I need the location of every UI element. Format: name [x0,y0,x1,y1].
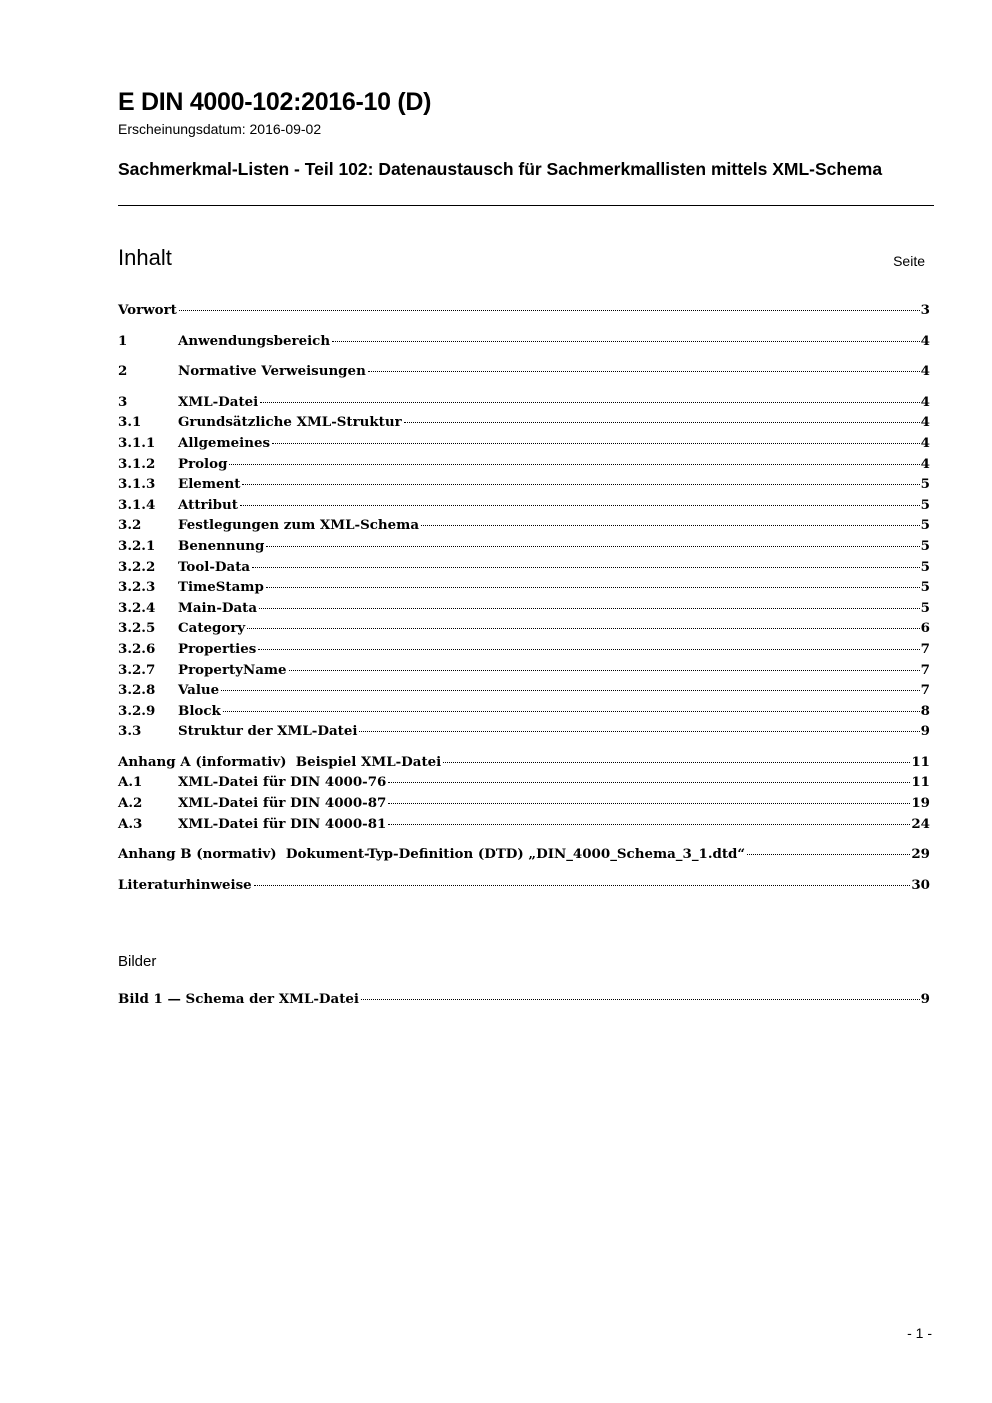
toc-entry-title: Vorwort [118,302,177,318]
toc-entry-title: Benennung [178,537,265,554]
toc-entry-number: 3.1.1 [118,434,156,451]
toc-entry-page: 4 [920,363,930,380]
toc-entry-page: 5 [920,558,930,575]
toc-entry-page: 5 [920,496,930,513]
toc-leader [229,464,919,465]
toc-entry-title: Anhang A (informativ) Beispiel XML-Datei [118,753,442,770]
toc-entry[interactable] [118,476,930,497]
toc-entry-page: 5 [920,599,930,616]
toc-entry-title: XML-Datei [178,393,259,410]
toc-entry[interactable] [118,682,930,703]
toc-entry[interactable] [118,662,930,683]
toc-entry-title: Allgemeines [178,434,271,451]
page-number: - 1 - [907,1325,932,1341]
toc-entry-title: Tool-Data [178,558,251,575]
toc-entry-title: Literaturhinweise [118,876,252,893]
toc-entry-number: 1 [118,332,128,349]
toc-entry[interactable] [118,435,930,456]
toc-entry-number: 3.2.3 [118,579,156,596]
toc-entry[interactable] [118,620,930,641]
toc-entry[interactable] [118,703,930,724]
toc-leader [247,628,920,629]
toc-entry[interactable] [118,846,930,867]
toc-entry-number: A.3 [118,815,143,832]
toc-entry-number: 3.2.6 [118,640,156,657]
toc-entry-title: TimeStamp [178,579,264,596]
toc-entry-number: 3.3 [118,723,142,740]
publication-date: Erscheinungsdatum: 2016-09-02 [118,121,322,137]
toc-entry-page: 7 [920,661,930,678]
toc-leader [368,371,920,372]
toc-entry-number: A.1 [118,774,143,791]
toc-leader [221,690,919,691]
toc-entry-number: 3.2.9 [118,702,156,719]
toc-entry-title: Element [178,476,241,493]
toc-leader [252,567,920,568]
toc-entry-number: 3.1.2 [118,455,156,472]
toc-entry[interactable] [118,559,930,580]
toc-leader [421,525,920,526]
toc-entry-title: XML-Datei für DIN 4000-76 [178,774,387,791]
toc-entry-page: 7 [920,682,930,699]
toc-entry-title: Struktur der XML-Datei [178,723,358,740]
table-of-contents [118,302,930,897]
figure-entry-title: Bild 1 — Schema der XML-Datei [118,991,359,1007]
toc-entry[interactable] [118,517,930,538]
toc-entry-page: 5 [920,537,930,554]
toc-entry[interactable] [118,363,930,384]
toc-entry[interactable] [118,723,930,744]
toc-leader [259,608,920,609]
figures-heading: Bilder [118,953,157,970]
toc-entry[interactable] [118,394,930,415]
figure-entry-page: 9 [920,991,930,1007]
toc-entry-title: Attribut [178,496,238,513]
toc-entry-title: Festlegungen zum XML-Schema [178,517,420,534]
toc-entry-number: 3.2.1 [118,537,156,554]
toc-entry-title: Anwendungsbereich [178,332,331,349]
title-divider [118,205,934,206]
toc-entry[interactable] [118,497,930,518]
toc-leader [289,670,920,671]
toc-entry-number: 3.2.5 [118,620,156,637]
toc-leader [388,824,910,825]
toc-leader [747,854,910,855]
toc-entry-number: 3.2 [118,517,142,534]
toc-leader [179,310,920,311]
toc-entry-page: 19 [911,795,930,812]
toc-entry-title: Anhang B (normativ) Dokument-Typ-Definition (DTD) „DIN_4000_Schema_3_1.dtd“ [118,846,746,863]
toc-entry-number: 2 [118,363,128,380]
toc-entry-title: XML-Datei für DIN 4000-81 [178,815,387,832]
toc-entry-title: Main-Data [178,599,258,616]
toc-entry-number: 3.1.3 [118,476,156,493]
toc-entry-page: 6 [920,620,930,637]
toc-entry-title: Grundsätzliche XML-Struktur [178,414,402,431]
toc-leader [404,422,920,423]
toc-entry-number: 3 [118,393,128,410]
toc-entry-page: 29 [911,846,930,863]
document-title: E DIN 4000-102:2016-10 (D) [118,88,432,116]
toc-entry[interactable] [118,795,930,816]
toc-entry[interactable] [118,774,930,795]
toc-heading: Inhalt [118,245,172,270]
toc-entry[interactable] [118,816,930,837]
toc-entry-page: 30 [911,876,930,893]
toc-entry-page: 4 [920,414,930,431]
toc-entry-title: PropertyName [178,661,287,678]
toc-entry-title: Block [178,702,221,719]
toc-entry-page: 4 [920,332,930,349]
toc-leader [240,505,920,506]
toc-leader [359,731,919,732]
figure-entry[interactable] [118,991,930,1012]
document-subtitle: Sachmerkmal-Listen - Teil 102: Datenaustausch für Sachmerkmallisten mittels XML-Schema [118,159,883,179]
toc-entry-page: 5 [920,579,930,596]
toc-entry-title: Category [178,620,246,637]
toc-entry-page: 4 [920,393,930,410]
toc-entry-title: Normative Verweisungen [178,363,366,380]
toc-entry-page: 5 [920,517,930,534]
toc-entry-title: XML-Datei für DIN 4000-87 [178,795,387,812]
toc-entry-page: 3 [920,302,930,318]
toc-entry[interactable] [118,414,930,435]
toc-entry-title: Value [178,682,220,699]
toc-leader [254,885,911,886]
toc-entry-number: 3.2.2 [118,558,156,575]
figure-leader [361,999,920,1000]
toc-entry[interactable] [118,600,930,621]
toc-leader [258,649,919,650]
toc-entry-page: 4 [920,455,930,472]
toc-leader [242,484,919,485]
toc-entry[interactable] [118,456,930,477]
toc-entry-title: Prolog [178,455,228,472]
toc-leader [266,546,919,547]
toc-leader [443,762,910,763]
toc-entry[interactable] [118,579,930,600]
toc-entry-page: 8 [920,702,930,719]
figures-list [118,991,930,1012]
toc-entry-page: 24 [911,815,930,832]
page-column-label: Seite [893,253,925,269]
toc-entry-number: 3.2.4 [118,599,156,616]
toc-leader [223,711,920,712]
toc-entry-page: 11 [911,753,930,770]
toc-leader [332,341,920,342]
toc-entry[interactable] [118,641,930,662]
toc-entry-page: 4 [920,434,930,451]
toc-entry-page: 5 [920,476,930,493]
toc-entry[interactable] [118,754,930,775]
toc-entry-number: 3.2.7 [118,661,156,678]
toc-entry-number: 3.2.8 [118,682,156,699]
toc-entry[interactable] [118,333,930,354]
toc-entry-page: 7 [920,640,930,657]
toc-leader [266,587,920,588]
toc-entry-page: 11 [911,774,930,791]
toc-entry-number: 3.1.4 [118,496,156,513]
toc-entry-title: Properties [178,640,257,657]
toc-entry-number: A.2 [118,795,143,812]
toc-entry[interactable] [118,302,930,323]
toc-entry-page: 9 [920,723,930,740]
toc-leader [388,803,910,804]
toc-leader [388,782,910,783]
toc-entry[interactable] [118,877,930,898]
toc-entry-number: 3.1 [118,414,142,431]
toc-entry[interactable] [118,538,930,559]
toc-leader [272,443,920,444]
toc-leader [260,402,919,403]
